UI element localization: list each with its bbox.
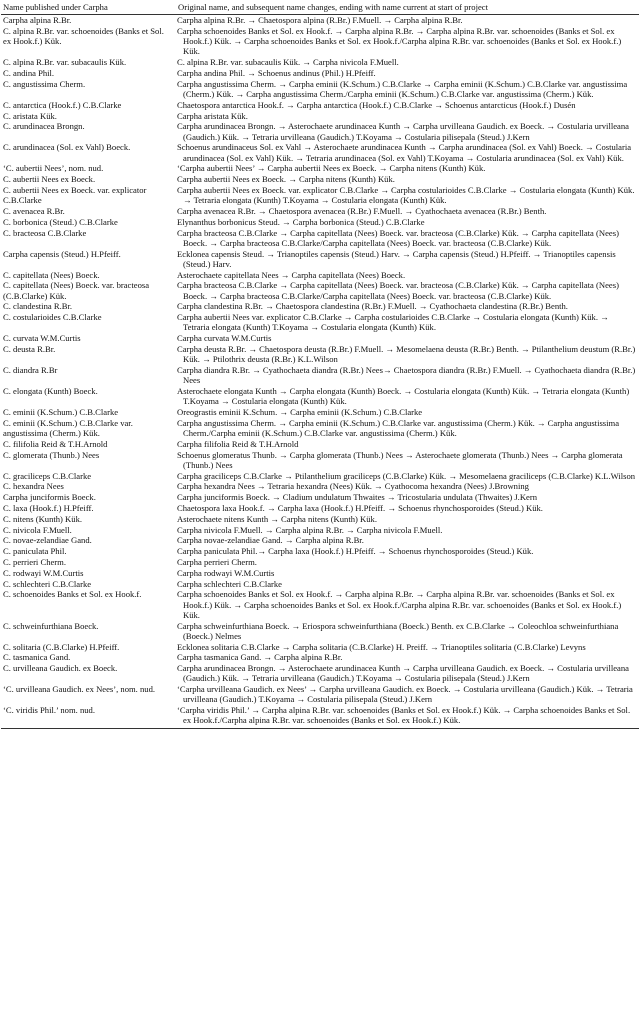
published-name-cell: C. paniculata Phil. bbox=[3, 546, 67, 557]
table-header-row bbox=[1, 2, 639, 15]
table-row bbox=[1, 684, 639, 705]
published-name-cell: C. capitellata (Nees) Boeck. bbox=[3, 269, 100, 280]
published-name-cell: C. angustissima Cherm. bbox=[3, 78, 86, 89]
published-name-cell: Carpha capensis (Steud.) H.Pfeiff. bbox=[3, 248, 121, 259]
published-name-cell: C. alpina R.Br. var. subacaulis Kük. bbox=[3, 57, 127, 68]
name-history-cell: Carpha schweinfurthiana Boeck. → Eriospora schweinfurthiana (Boeck.) Benth. ex C.B.Clarke → Coleochloa schweinfurthiana (Boeck.) Nelmes bbox=[177, 620, 619, 641]
table-row bbox=[1, 26, 639, 57]
table-row bbox=[1, 174, 639, 185]
published-name-cell: C. aubertii Nees ex Boeck. var. explicator C.B.Clarke bbox=[3, 184, 147, 206]
table-row bbox=[1, 386, 639, 407]
table-row bbox=[1, 568, 639, 579]
name-history-cell: Carpha graciliceps C.B.Clarke → Ptilanthelium graciliceps (C.B.Clarke) Kük. → Mesomelaena graciliceps (C.B.Clarke) K.L.Wilson bbox=[177, 470, 636, 481]
table-row bbox=[1, 333, 639, 344]
table-row bbox=[1, 15, 639, 26]
table-row bbox=[1, 450, 639, 471]
table-row bbox=[1, 270, 639, 281]
name-history-cell: Carpha deusta R.Br. → Chaetospora deusta (R.Br.) F.Muell. → Mesomelaena deusta (R.Br.) Benth. → Ptilanthelium deustum (R.Br.) Kük. → Ptilothrix deusta (R.Br.) K.L.Wilson bbox=[177, 343, 636, 365]
table-row bbox=[1, 312, 639, 333]
published-name-cell: C. hexandra Nees bbox=[3, 481, 64, 492]
table-row bbox=[1, 503, 639, 514]
table-row bbox=[1, 280, 639, 301]
name-history-cell: Schoenus arundinaceus Sol. ex Vahl → Asterochaete arundinacea Kunth → Carpha arundinacea (Sol. ex Vahl) Boeck. → Costularia arundinacea (Sol. ex Vahl) Kük. → Tetraria arundinacea (Sol. ex Vahl) T.Koyama → Costularia arundinacea (Sol. ex Vahl) Kük. bbox=[177, 142, 632, 163]
table-row bbox=[1, 621, 639, 642]
name-history-cell: C. alpina R.Br. var. subacaulis Kük. → Carpha nivicola F.Muell. bbox=[177, 57, 399, 68]
name-history-cell: Carpha aubertii Nees var. explicator C.B.Clarke → Carpha costularioides C.B.Clarke → Costularia elongata (Kunth) Kük. → Tetraria elongata (Kunth) T.Koyama → Costularia elongata (Kunth) Kük. bbox=[177, 312, 609, 333]
published-name-cell: C. solitaria (C.B.Clarke) H.Pfeiff. bbox=[3, 641, 120, 652]
name-history-cell: Carpha angustissima Cherm. → Carpha eminii (K.Schum.) C.B.Clarke → Carpha eminii (K.Schum.) C.B.Clarke var. angustissima (Cherm.) Kük. → Carpha angustissima Cherm./Carpha eminii (K.Schum.) C.B.Clarke var. angustissima (Cherm.) Kük. bbox=[177, 78, 628, 99]
published-name-cell: C. tasmanica Gand. bbox=[3, 652, 71, 663]
table-row bbox=[1, 301, 639, 312]
name-history-cell: Carpha angustissima Cherm. → Carpha eminii (K.Schum.) C.B.Clarke var. angustissima (Cherm.) Kük. → Carpha angustissima Cherm./Carpha eminii (K.Schum.) C.B.Clarke var. angustissima (Cherm.) Kük. bbox=[177, 417, 620, 438]
name-history-cell: Carpha alpina R.Br. → Chaetospora alpina (R.Br.) F.Muell. → Carpha alpina R.Br. bbox=[177, 15, 463, 26]
name-history-cell: Carpha bracteosa C.B.Clarke → Carpha capitellata (Nees) Boeck. var. bracteosa (C.B.Clarke) Kük. → Carpha capitellata (Nees) Boeck. → Carpha bracteosa C.B.Clarke/Carpha capitellata (Nees) Boeck. var. bracteosa (C.B.Clarke) Kük. bbox=[177, 280, 619, 301]
published-name-cell: ‘C. viridis Phil.’ nom. nud. bbox=[1, 705, 175, 728]
table-body bbox=[1, 15, 639, 728]
name-history-cell: Ecklonea capensis Steud. → Trianoptiles capensis (Steud.) Harv. → Carpha capensis (Steud.) H.Pfeiff. → Trianoptiles capensis (Steud.) Harv. bbox=[177, 248, 616, 269]
table-row bbox=[1, 418, 639, 439]
published-name-cell: C. graciliceps C.B.Clarke bbox=[3, 470, 92, 481]
table-row bbox=[1, 121, 639, 142]
name-history-cell: Carpha diandra R.Br. → Cyathochaeta diandra (R.Br.) Nees→ Chaetospora diandra (R.Br.) F.Muell. → Cyathochaeta diandra (R.Br.) Nees bbox=[177, 364, 636, 386]
name-history-cell: Ecklonea solitaria C.B.Clarke → Carpha solitaria (C.B.Clarke) H. Preiff. → Trianoptiles solitaria (C.B.Clarke) Levyns bbox=[177, 641, 586, 652]
table-row bbox=[1, 185, 639, 206]
published-name-cell: C. deusta R.Br. bbox=[3, 343, 56, 354]
published-name-cell: C. capitellata (Nees) Boeck. var. bracteosa (C.B.Clarke) Kük. bbox=[3, 280, 150, 301]
name-history-cell: Carpha aubertii Nees ex Boeck. → Carpha nitens (Kunth) Kük. bbox=[177, 174, 395, 185]
column-header-history: Original name, and subsequent name changes, ending with name current at start of project bbox=[175, 2, 639, 15]
published-name-cell: C. bracteosa C.B.Clarke bbox=[3, 227, 87, 238]
name-history-cell: ‘Carpha viridis Phil.’ → Carpha alpina R.Br. var. schoenoides (Banks et Sol. ex Hook.f.) Kük. → Carpha schoenoides Banks et Sol. ex Hook.f./Carpha alpina R.Br. var. schoenoides (Banks et Sol. ex Hook.f.) Kük. bbox=[175, 705, 639, 728]
name-history-cell: Asterochaete capitellata Nees → Carpha capitellata (Nees) Boeck. bbox=[177, 269, 406, 280]
table-row bbox=[1, 492, 639, 503]
table-row bbox=[1, 589, 639, 620]
table-row bbox=[1, 642, 639, 653]
published-name-cell: C. avenacea R.Br. bbox=[3, 205, 65, 216]
published-name-cell: C. glomerata (Thunb.) Nees bbox=[3, 449, 100, 460]
name-history-cell: Chaetospora antarctica Hook.f. → Carpha antarctica (Hook.f.) C.B.Clarke → Schoenus antarcticus (Hook.f.) Dusén bbox=[177, 99, 576, 110]
name-history-cell: Carpha filifolia Reid & T.H.Arnold bbox=[177, 438, 299, 449]
name-history-cell: Carpha aristata Kük. bbox=[177, 110, 248, 121]
published-name-cell: Carpha alpina R.Br. bbox=[3, 15, 72, 26]
name-history-cell: ‘Carpha aubertii Nees’ → Carpha aubertii Nees ex Boeck. → Carpha nitens (Kunth) Kük. bbox=[177, 163, 486, 174]
published-name-cell: C. borbonica (Steud.) C.B.Clarke bbox=[3, 216, 118, 227]
published-name-cell: C. clandestina R.Br. bbox=[3, 301, 72, 312]
published-name-cell: C. nitens (Kunth) Kük. bbox=[3, 513, 83, 524]
table-row bbox=[1, 228, 639, 249]
published-name-cell: C. diandra R.Br bbox=[3, 364, 58, 375]
name-history-cell: Carpha arundinacea Brongn. → Asterochaete arundinacea Kunth → Carpha urvilleana Gaudich. ex Boeck. → Costularia urvilleana (Gaudich.) Kük. → Tetraria urvilleana (Gaudich.) T.Koyama → Costularia pilisepala (Steud.) J.Kern bbox=[177, 121, 629, 142]
table-row bbox=[1, 217, 639, 228]
table-row bbox=[1, 481, 639, 492]
table-row bbox=[1, 142, 639, 163]
published-name-cell: C. schweinfurthiana Boeck. bbox=[3, 620, 99, 631]
name-history-cell: Carpha nivicola F.Muell. → Carpha alpina R.Br. → Carpha nivicola F.Muell. bbox=[177, 524, 443, 535]
name-history-cell: Asterochaete elongata Kunth → Carpha elongata (Kunth) Boeck. → Costularia elongata (Kunth) Kük. → Tetraria elongata (Kunth) T.Koyama → Costularia elongata (Kunth) Kük. bbox=[177, 385, 630, 407]
table-row bbox=[1, 57, 639, 68]
published-name-cell: C. filifolia Reid & T.H.Arnold bbox=[3, 438, 108, 449]
published-name-cell: C. rodwayi W.M.Curtis bbox=[3, 567, 84, 578]
published-name-cell: ‘C. urvilleana Gaudich. ex Nees’, nom. nud. bbox=[3, 684, 156, 695]
name-history-cell: Elynanthus borbonicus Steud. → Carpha borbonica (Steud.) C.B.Clarke bbox=[177, 216, 425, 227]
name-history-cell: Carpha avenacea R.Br. → Chaetospora avenacea (R.Br.) F.Muell. → Cyathochaeta avenacea (R.Br.) Benth. bbox=[177, 205, 547, 216]
published-name-cell: C. elongata (Kunth) Boeck. bbox=[3, 385, 98, 396]
table-row bbox=[1, 652, 639, 663]
table-row bbox=[1, 206, 639, 217]
table-row bbox=[1, 705, 639, 728]
name-history-cell: Carpha rodwayi W.M.Curtis bbox=[177, 567, 275, 578]
name-history-cell: Carpha tasmanica Gand. → Carpha alpina R.Br. bbox=[177, 652, 343, 663]
published-name-cell: C. aubertii Nees ex Boeck. bbox=[3, 174, 96, 185]
name-history-cell: Oreograstis eminii K.Schum. → Carpha eminii (K.Schum.) C.B.Clarke bbox=[177, 406, 423, 417]
table-row bbox=[1, 407, 639, 418]
published-name-cell: C. nivicola F.Muell. bbox=[3, 524, 72, 535]
name-history-cell: Schoenus glomeratus Thunb. → Carpha glomerata (Thunb.) Nees → Asterochaete glomerata (Thunb.) Nees → Carpha glomerata (Thunb.) Nees bbox=[177, 449, 623, 470]
table-row bbox=[1, 557, 639, 568]
published-name-cell: C. andina Phil. bbox=[3, 68, 55, 78]
name-history-cell: Carpha novae-zelandiae Gand. → Carpha alpina R.Br. bbox=[177, 535, 364, 546]
table-row bbox=[1, 546, 639, 557]
published-name-cell: C. novae-zelandiae Gand. bbox=[3, 535, 92, 546]
published-name-cell: C. schoenoides Banks et Sol. ex Hook.f. bbox=[3, 589, 142, 600]
published-name-cell: C. antarctica (Hook.f.) C.B.Clarke bbox=[3, 99, 122, 110]
published-name-cell: C. laxa (Hook.f.) H.Pfeiff. bbox=[3, 502, 94, 513]
name-history-cell: Carpha curvata W.M.Curtis bbox=[177, 333, 272, 344]
name-history-table bbox=[1, 2, 639, 729]
name-history-cell: Carpha schlechteri C.B.Clarke bbox=[177, 578, 283, 589]
name-history-cell: Asterochaete nitens Kunth → Carpha nitens (Kunth) Kük. bbox=[177, 513, 377, 524]
table-row bbox=[1, 344, 639, 365]
name-history-cell: Chaetospora laxa Hook.f. → Carpha laxa (Hook.f.) H.Pfeiff. → Schoenus rhynchosporoides (Steud.) Kük. bbox=[177, 502, 543, 513]
name-history-cell: Carpha arundinacea Brongn. → Asterochaete arundinacea Kunth → Carpha urvilleana Gaudich. ex Boeck. → Costularia urvilleana (Gaudich.) Kük. → Tetraria urvilleana (Gaudich.) T.Koyama → Costularia pilisepala (Steud.) J.Kern bbox=[177, 663, 629, 684]
name-history-cell: Carpha hexandra Nees → Tetraria hexandra (Nees) Kük. → Cyathocoma hexandra (Nees) J.Browning bbox=[177, 481, 529, 492]
table-row bbox=[1, 439, 639, 450]
name-history-cell: Carpha perrieri Cherm. bbox=[177, 556, 257, 567]
published-name-cell: C. arundinacea (Sol. ex Vahl) Boeck. bbox=[3, 142, 131, 153]
table-row bbox=[1, 111, 639, 122]
table-row bbox=[1, 365, 639, 386]
name-history-cell: Carpha aubertii Nees ex Boeck. var. explicator C.B.Clarke → Carpha costularioides C.B.Clarke → Costularia elongata (Kunth) Kük. → Tetraria elongata (Kunth) T.Koyama → Costularia elongata (Kunth) Kük. bbox=[177, 184, 635, 206]
name-history-cell: Carpha junciformis Boeck. → Cladium undulatum Thwaites → Tricostularia undulata (Thwaites) J.Kern bbox=[177, 492, 537, 503]
table-row bbox=[1, 249, 639, 270]
published-name-cell: C. arundinacea Brongn. bbox=[3, 121, 85, 132]
published-name-cell: C. costularioides C.B.Clarke bbox=[3, 312, 102, 323]
name-history-cell: Carpha clandestina R.Br. → Chaetospora clandestina (R.Br.) F.Muell. → Cyathochaeta clandestina (R.Br.) Benth. bbox=[177, 301, 568, 312]
published-name-cell: C. alpina R.Br. var. schoenoides (Banks et Sol. ex Hook.f.) Kük. bbox=[3, 26, 164, 47]
name-history-cell: Carpha andina Phil. → Schoenus andinus (Phil.) H.Pfeiff. bbox=[177, 68, 376, 78]
published-name-cell: C. eminii (K.Schum.) C.B.Clarke var. angustissima (Cherm.) Kük. bbox=[3, 417, 133, 438]
published-name-cell: C. urvilleana Gaudich. ex Boeck. bbox=[3, 663, 118, 674]
table-row bbox=[1, 163, 639, 174]
name-history-cell: Carpha schoenoides Banks et Sol. ex Hook.f. → Carpha alpina R.Br. → Carpha alpina R.Br. var. schoenoides (Banks et Sol. ex Hook.f.) Kük. → Carpha schoenoides Banks et Sol. ex Hook.f./Carpha alpina R.Br. var. schoenoides (Banks et Sol. ex Hook.f.) Kük. bbox=[177, 26, 622, 57]
published-name-cell: Carpha junciformis Boeck. bbox=[3, 492, 96, 503]
table-row bbox=[1, 514, 639, 525]
published-name-cell: C. perrieri Cherm. bbox=[3, 556, 67, 567]
published-name-cell: ‘C. aubertii Nees’, nom. nud. bbox=[3, 163, 104, 174]
table-row bbox=[1, 525, 639, 536]
table-row bbox=[1, 471, 639, 482]
column-header-name: Name published under Carpha bbox=[1, 2, 175, 15]
table-row bbox=[1, 535, 639, 546]
table-row bbox=[1, 663, 639, 684]
published-name-cell: C. schlechteri C.B.Clarke bbox=[3, 578, 92, 589]
name-history-cell: Carpha bracteosa C.B.Clarke → Carpha capitellata (Nees) Boeck. var. bracteosa (C.B.Clarke) Kük. → Carpha capitellata (Nees) Boeck. → Carpha bracteosa C.B.Clarke/Carpha capitellata (Nees) Boeck. var. bracteosa (C.B.Clarke) Kük. bbox=[177, 227, 619, 248]
published-name-cell: C. eminii (K.Schum.) C.B.Clarke bbox=[3, 406, 119, 417]
published-name-cell: C. aristata Kük. bbox=[3, 110, 57, 121]
published-name-cell: C. curvata W.M.Curtis bbox=[3, 333, 81, 344]
table-row bbox=[1, 79, 639, 100]
name-history-cell: Carpha schoenoides Banks et Sol. ex Hook.f. → Carpha alpina R.Br. → Carpha alpina R.Br. var. schoenoides (Banks et Sol. ex Hook.f.) Kük. → Carpha schoenoides Banks et Sol. ex Hook.f./Carpha alpina R.Br. var. schoenoides (Banks et Sol. ex Hook.f.) Kük. bbox=[177, 589, 622, 620]
table-row bbox=[1, 100, 639, 111]
name-history-cell: Carpha paniculata Phil.→ Carpha laxa (Hook.f.) H.Pfeiff. → Schoenus rhynchosporoides (Steud.) Kük. bbox=[177, 546, 534, 557]
name-history-cell: ‘Carpha urvilleana Gaudich. ex Nees’ → Carpha urvilleana Gaudich. ex Boeck. → Costularia urvilleana (Gaudich.) Kük. → Tetraria urvilleana (Gaudich.) T.Koyama → Costularia pilisepala (Steud.) J.Kern bbox=[177, 684, 633, 705]
table-row bbox=[1, 68, 639, 79]
table-row bbox=[1, 579, 639, 590]
